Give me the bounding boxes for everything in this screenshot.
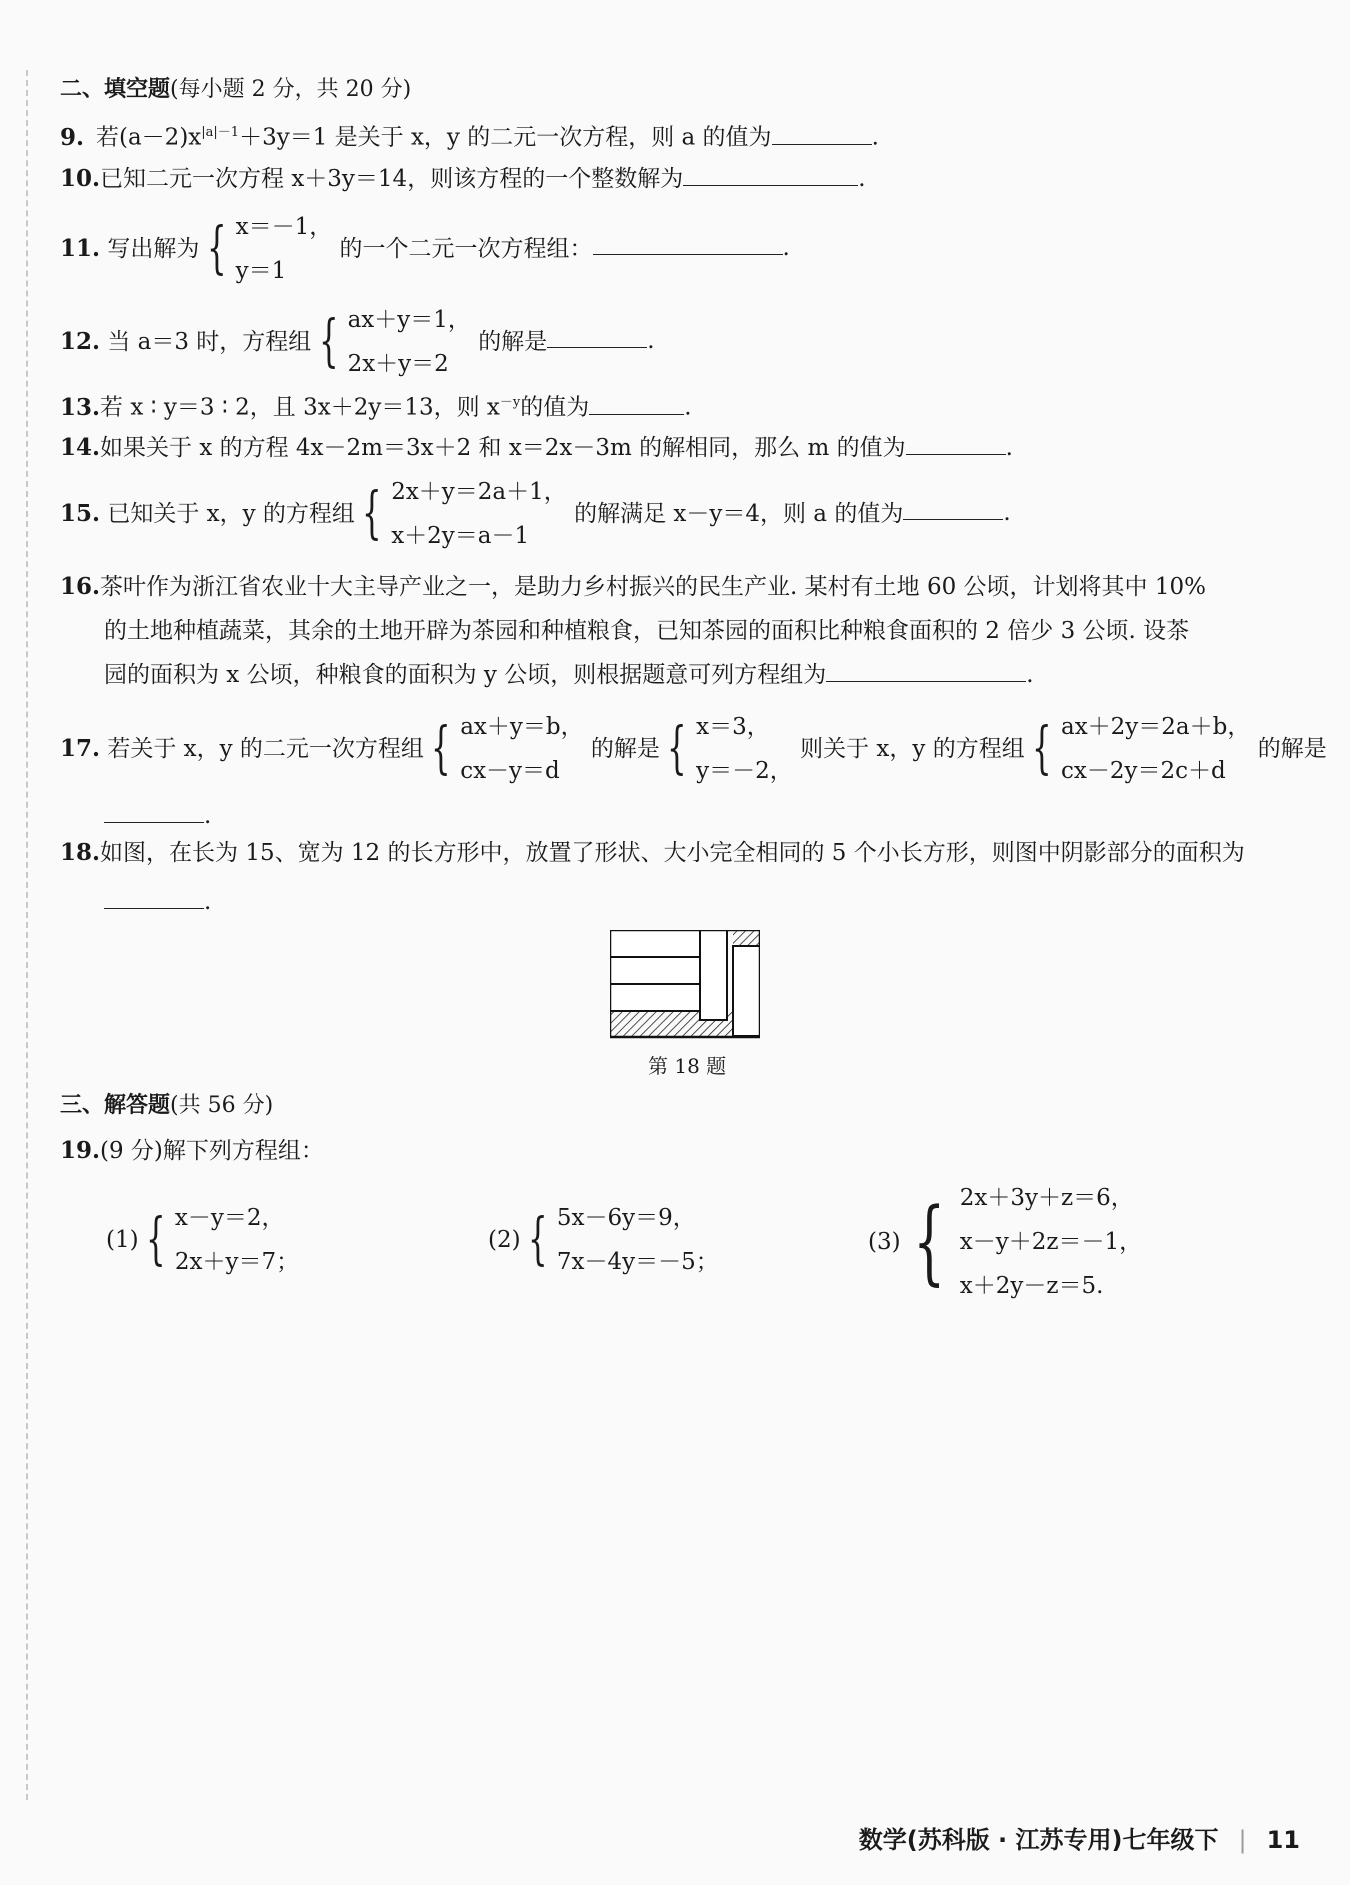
book-title: 数学(苏科版 · 江苏专用)七年级下	[858, 1826, 1219, 1854]
question-18-figure	[610, 930, 760, 1045]
question-18: 18.如图，在长为 15、宽为 12 的长方形中，放置了形状、大小完全相同的 5 个小长方形，则图中阴影部分的面积为	[60, 839, 1245, 866]
small-rectangle	[733, 946, 760, 1036]
question-19-part-3: (3) { 2x＋3y＋z＝6， x－y＋2z＝－1， x＋2y－z＝5.	[868, 1185, 1143, 1299]
small-rectangle	[610, 984, 700, 1011]
question-17-answer-line: .	[104, 800, 211, 831]
question-11: 11. 写出解为 { x＝－1， y＝1 的一个二元一次方程组： .	[60, 214, 790, 284]
binding-margin-rule	[26, 70, 28, 1800]
question-10: 10.已知二元一次方程 x＋3y＝14，则该方程的一个整数解为 .	[60, 165, 866, 192]
question-9: 9. 若$(a-2)x^{|a|-1}+3y=1$ 是关于 x，y 的二元一次方程，则 a 的值为 .	[60, 123, 879, 151]
answer-blank[interactable]	[903, 497, 1003, 520]
section-3-heading: 三、解答题(共 56 分)	[60, 1092, 274, 1118]
answer-blank[interactable]	[589, 392, 684, 415]
shaded-region-top-right	[733, 930, 760, 946]
small-rectangle	[610, 957, 700, 984]
answer-blank[interactable]	[547, 325, 647, 348]
answer-blank[interactable]	[104, 800, 204, 823]
question-16: 16.茶叶作为浙江省农业十大主导产业之一，是助力乡村振兴的民生产业. 某村有土地 60 公顷，计划将其中 10% 的土地种植蔬菜，其余的土地开辟为茶园和种植粮食，已知茶园的面积比种粮食面积的 2 倍少 3 公顷. 设茶 园的面积为 x 公顷，种粮食的面积为 y 公顷，则根据题意可列方程组为 .	[60, 573, 1206, 688]
answer-blank[interactable]	[683, 163, 858, 186]
question-15: 15. 已知关于 x，y 的方程组 { 2x＋y＝2a＋1， x＋2y＝a－1 的解满足 x－y＝4，则 a 的值为 .	[60, 479, 1011, 549]
question-19-part-1: (1) { x－y＝2， 2x＋y＝7；	[106, 1205, 300, 1275]
question-12: 12. 当 a＝3 时，方程组 { ax＋y＝1， 2x＋y＝2 的解是 .	[60, 307, 655, 377]
small-rectangle	[700, 930, 727, 1020]
answer-blank[interactable]	[826, 659, 1026, 682]
answer-blank[interactable]	[772, 122, 872, 145]
question-19: 19.(9 分)解下列方程组：	[60, 1137, 324, 1164]
page-footer	[859, 1820, 1300, 1855]
section-2-heading: 二、填空题(每小题 2 分，共 20 分)	[60, 76, 412, 102]
question-13: 13.若 x ∶ y＝3 ∶ 2，且 3x＋2y＝13，则 $x^{-y}$的值为 .	[60, 393, 692, 421]
answer-blank[interactable]	[593, 232, 783, 255]
answer-blank[interactable]	[906, 432, 1006, 455]
page-number: 11	[1266, 1826, 1300, 1854]
footer-separator: |	[1238, 1826, 1247, 1854]
question-14: 14.如果关于 x 的方程 4x－2m＝3x＋2 和 x＝2x－3m 的解相同，那么 m 的值为 .	[60, 434, 1013, 461]
question-19-part-2: (2) { 5x－6y＝9， 7x－4y＝－5；	[488, 1205, 719, 1275]
figure-caption: 第 18 题	[648, 1054, 727, 1078]
answer-blank[interactable]	[104, 886, 204, 909]
question-18-answer-line: .	[104, 886, 211, 917]
question-17: 17. 若关于 x，y 的二元一次方程组 { ax＋y＝b， cx－y＝d 的解是 { x＝3， y＝－2， 则关于 x，y 的方程组 { ax＋2y＝2a＋b， cx－2y＝2c＋d 的解是	[60, 714, 1327, 784]
small-rectangle	[610, 930, 700, 957]
